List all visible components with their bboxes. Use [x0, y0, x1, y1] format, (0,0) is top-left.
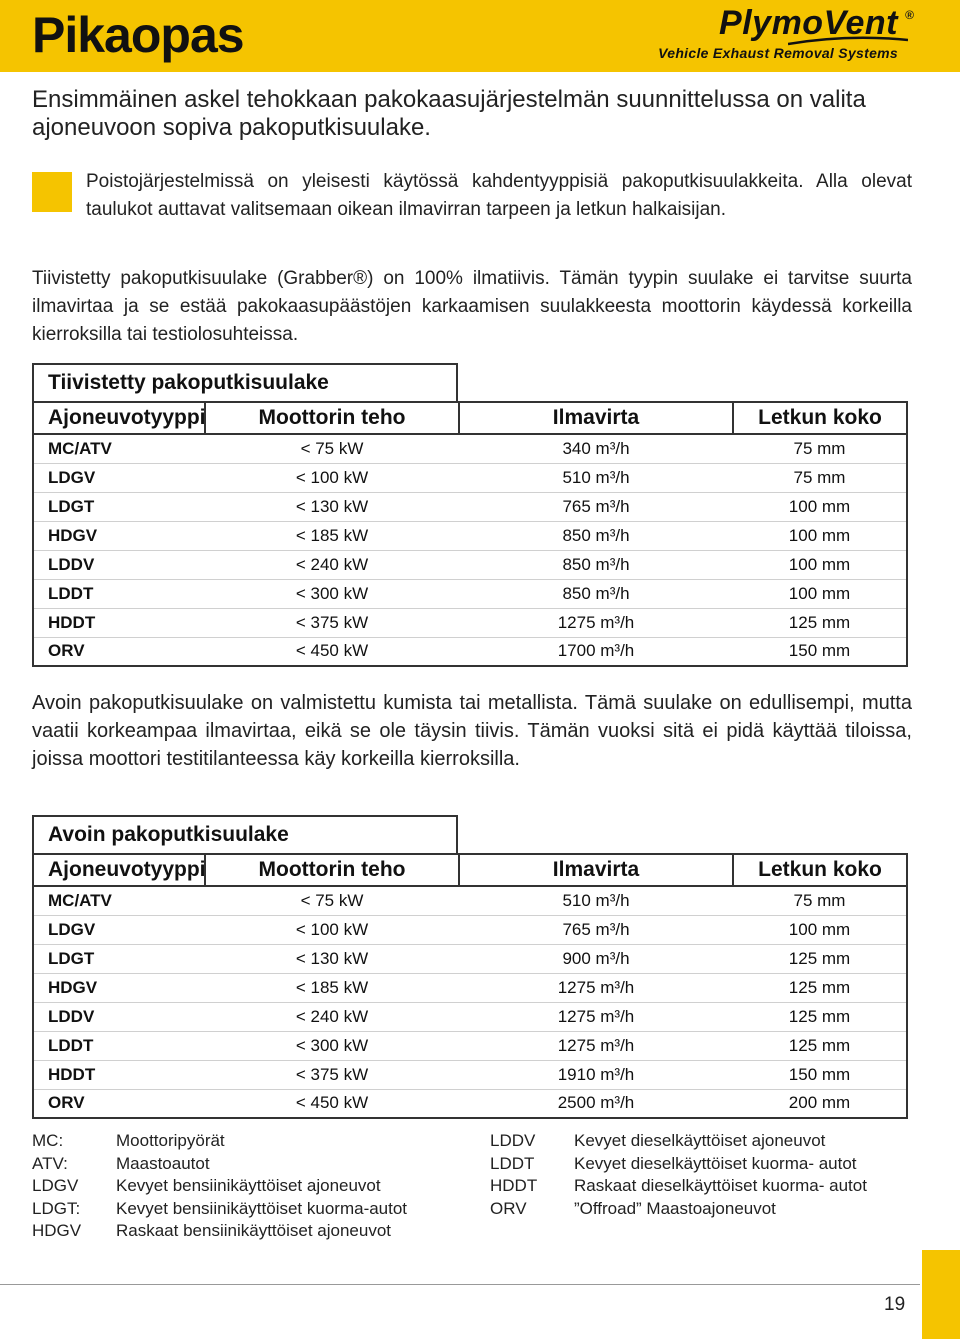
- cell-hose-size: 100 mm: [733, 579, 907, 608]
- cell-hose-size: 100 mm: [733, 915, 907, 944]
- header-airflow: Ilmavirta: [459, 854, 733, 886]
- abbreviation-item: [32, 1174, 472, 1197]
- abbreviation-description: Maastoautot: [116, 1153, 210, 1173]
- abbreviation-item: [490, 1197, 920, 1220]
- cell-airflow: 850 m³/h: [459, 579, 733, 608]
- abbreviation-item: [490, 1152, 920, 1175]
- cell-vehicle-type: ORV: [33, 637, 205, 666]
- cell-vehicle-type: HDDT: [33, 1060, 205, 1089]
- abbreviation-code: HDGV: [32, 1221, 82, 1240]
- header-vehicle-type: Ajoneuvotyyppi: [33, 854, 205, 886]
- abbreviation-description: Raskaat bensiinikäyttöiset ajoneuvot: [116, 1221, 391, 1240]
- logo-wordmark: PlymoVent: [719, 4, 898, 42]
- table-row: [33, 463, 907, 492]
- page-number: 19: [884, 1294, 906, 1315]
- table-header-row: [33, 402, 907, 434]
- cell-hose-size: 125 mm: [733, 973, 907, 1002]
- table-row: [33, 1089, 907, 1118]
- cell-airflow: 510 m³/h: [459, 886, 733, 915]
- cell-hose-size: 125 mm: [733, 608, 907, 637]
- table-row: [33, 434, 907, 463]
- intro-paragraph-2: Tiivistetty pakoputkisuulake (Grabber®) on 100% ilmatiivis. Tämän tyypin suulake ei tarvitse suurta ilmavirtaa ja se estää pakokaasupäästöjen karkaamisen suulakkeesta moottorin käydessä korkeilla kierroksilla tai testiolosuhteissa.: [32, 268, 912, 345]
- cell-engine-power: < 130 kW: [205, 492, 459, 521]
- footer-divider: [0, 1284, 920, 1285]
- cell-hose-size: 75 mm: [733, 886, 907, 915]
- table-row: [33, 973, 907, 1002]
- page-title: Pikaopas: [32, 7, 244, 63]
- cell-airflow: 1275 m³/h: [459, 1031, 733, 1060]
- table-row: [33, 637, 907, 666]
- abbreviation-description: Kevyet dieselkäyttöiset ajoneuvot: [574, 1131, 826, 1150]
- cell-hose-size: 200 mm: [733, 1089, 907, 1118]
- page-corner-tab: [922, 1250, 960, 1339]
- abbreviation-item: [490, 1174, 920, 1197]
- open-nozzle-table: [32, 815, 906, 1119]
- table-row: [33, 944, 907, 973]
- abbreviation-code: LDDT: [490, 1153, 535, 1173]
- table-title: Tiivistetty pakoputkisuulake: [32, 363, 458, 401]
- abbreviation-item: [490, 1129, 920, 1152]
- cell-engine-power: < 240 kW: [205, 1002, 459, 1031]
- abbreviation-code: HDDT: [490, 1176, 538, 1195]
- abbreviation-list-left: [32, 1129, 472, 1242]
- cell-hose-size: 100 mm: [733, 550, 907, 579]
- abbreviation-description: Moottoripyörät: [116, 1131, 225, 1150]
- cell-hose-size: 125 mm: [733, 1002, 907, 1031]
- cell-airflow: 340 m³/h: [459, 434, 733, 463]
- open-nozzle-paragraph: Avoin pakoputkisuulake on valmistettu kumista tai metallista. Tämä suulake on edullisempi, mutta vaatii korkeampaa ilmavirtaa, eikä se ole täysin tiivis. Tämän vuoksi sitä ei pidä käyttää tiloissa, joissa moottori testitilanteessa käy korkeilla kierroksilla.: [32, 692, 912, 770]
- abbreviation-code: LDDV: [490, 1131, 536, 1150]
- abbreviation-description: ”Offroad” Maastoajoneuvot: [574, 1198, 776, 1218]
- header-vehicle-type: Ajoneuvotyyppi: [33, 402, 205, 434]
- sealed-nozzle-table: [32, 363, 906, 667]
- cell-engine-power: < 240 kW: [205, 550, 459, 579]
- cell-vehicle-type: ORV: [33, 1089, 205, 1118]
- cell-vehicle-type: LDGV: [33, 463, 205, 492]
- cell-hose-size: 100 mm: [733, 492, 907, 521]
- table-row: [33, 608, 907, 637]
- cell-engine-power: < 185 kW: [205, 521, 459, 550]
- table-row: [33, 1002, 907, 1031]
- cell-vehicle-type: HDGV: [33, 521, 205, 550]
- cell-airflow: 2500 m³/h: [459, 1089, 733, 1118]
- cell-vehicle-type: LDDT: [33, 1031, 205, 1060]
- table-header-row: [33, 854, 907, 886]
- logo-tagline: Vehicle Exhaust Removal Systems: [658, 45, 898, 61]
- cell-hose-size: 75 mm: [733, 463, 907, 492]
- abbreviation-code: MC:: [32, 1131, 64, 1150]
- cell-engine-power: < 450 kW: [205, 637, 459, 666]
- cell-airflow: 510 m³/h: [459, 463, 733, 492]
- table-row: [33, 492, 907, 521]
- cell-engine-power: < 375 kW: [205, 608, 459, 637]
- cell-airflow: 1275 m³/h: [459, 973, 733, 1002]
- cell-engine-power: < 130 kW: [205, 944, 459, 973]
- abbreviation-item: [32, 1152, 472, 1175]
- cell-hose-size: 125 mm: [733, 944, 907, 973]
- table-row: [33, 550, 907, 579]
- cell-vehicle-type: LDDV: [33, 550, 205, 579]
- cell-airflow: 1275 m³/h: [459, 608, 733, 637]
- abbreviation-list-right: [490, 1129, 920, 1219]
- logo-registered-mark: ®: [905, 8, 914, 22]
- cell-vehicle-type: HDGV: [33, 973, 205, 1002]
- cell-airflow: 765 m³/h: [459, 492, 733, 521]
- cell-hose-size: 150 mm: [733, 637, 907, 666]
- abbreviation-code: ATV:: [32, 1153, 68, 1173]
- abbreviation-description: Kevyet bensiinikäyttöiset kuorma-autot: [116, 1198, 408, 1218]
- cell-airflow: 1700 m³/h: [459, 637, 733, 666]
- cell-airflow: 850 m³/h: [459, 550, 733, 579]
- cell-vehicle-type: LDGT: [33, 492, 205, 521]
- table-row: [33, 915, 907, 944]
- intro-lead: Ensimmäinen askel tehokkaan pakokaasujärjestelmän suunnittelussa on valita ajoneuvoon sopiva pakoputkisuulake.: [32, 86, 866, 141]
- abbreviation-description: Kevyet dieselkäyttöiset kuorma- autot: [574, 1153, 857, 1173]
- cell-hose-size: 150 mm: [733, 1060, 907, 1089]
- cell-hose-size: 100 mm: [733, 521, 907, 550]
- cell-engine-power: < 75 kW: [205, 886, 459, 915]
- abbreviation-item: [32, 1197, 472, 1220]
- cell-engine-power: < 100 kW: [205, 463, 459, 492]
- abbreviation-code: ORV: [490, 1198, 527, 1218]
- cell-engine-power: < 300 kW: [205, 579, 459, 608]
- cell-vehicle-type: MC/ATV: [33, 434, 205, 463]
- cell-engine-power: < 375 kW: [205, 1060, 459, 1089]
- abbreviation-code: LDGT:: [32, 1198, 81, 1218]
- header-hose-size: Letkun koko: [733, 854, 907, 886]
- cell-vehicle-type: LDGT: [33, 944, 205, 973]
- abbreviation-code: LDGV: [32, 1176, 79, 1195]
- cell-engine-power: < 450 kW: [205, 1089, 459, 1118]
- abbreviation-description: Raskaat dieselkäyttöiset kuorma- autot: [574, 1176, 867, 1195]
- cell-airflow: 900 m³/h: [459, 944, 733, 973]
- cell-vehicle-type: LDDV: [33, 1002, 205, 1031]
- header-engine-power: Moottorin teho: [205, 854, 459, 886]
- cell-vehicle-type: MC/ATV: [33, 886, 205, 915]
- cell-airflow: 1910 m³/h: [459, 1060, 733, 1089]
- section-marker: [32, 172, 72, 212]
- table-row: [33, 1031, 907, 1060]
- cell-engine-power: < 300 kW: [205, 1031, 459, 1060]
- cell-vehicle-type: LDGV: [33, 915, 205, 944]
- cell-vehicle-type: LDDT: [33, 579, 205, 608]
- cell-airflow: 1275 m³/h: [459, 1002, 733, 1031]
- table-title: Avoin pakoputkisuulake: [32, 815, 458, 853]
- plymovent-logo: [636, 4, 936, 64]
- table-row: [33, 521, 907, 550]
- cell-engine-power: < 185 kW: [205, 973, 459, 1002]
- table-row: [33, 886, 907, 915]
- cell-hose-size: 125 mm: [733, 1031, 907, 1060]
- cell-airflow: 850 m³/h: [459, 521, 733, 550]
- cell-vehicle-type: HDDT: [33, 608, 205, 637]
- intro-paragraph-1: Poistojärjestelmissä on yleisesti käytössä kahdentyyppisiä pakoputkisuulakkeita. Alla olevat taulukot auttavat valitsemaan oikean ilmavirran tarpeen ja letkun halkaisijan.: [86, 171, 912, 220]
- header-engine-power: Moottorin teho: [205, 402, 459, 434]
- cell-engine-power: < 75 kW: [205, 434, 459, 463]
- cell-engine-power: < 100 kW: [205, 915, 459, 944]
- cell-hose-size: 75 mm: [733, 434, 907, 463]
- table-row: [33, 1060, 907, 1089]
- header-hose-size: Letkun koko: [733, 402, 907, 434]
- abbreviation-item: [32, 1129, 472, 1152]
- abbreviation-description: Kevyet bensiinikäyttöiset ajoneuvot: [116, 1176, 381, 1195]
- table-row: [33, 579, 907, 608]
- header-airflow: Ilmavirta: [459, 402, 733, 434]
- abbreviation-item: [32, 1219, 472, 1242]
- cell-airflow: 765 m³/h: [459, 915, 733, 944]
